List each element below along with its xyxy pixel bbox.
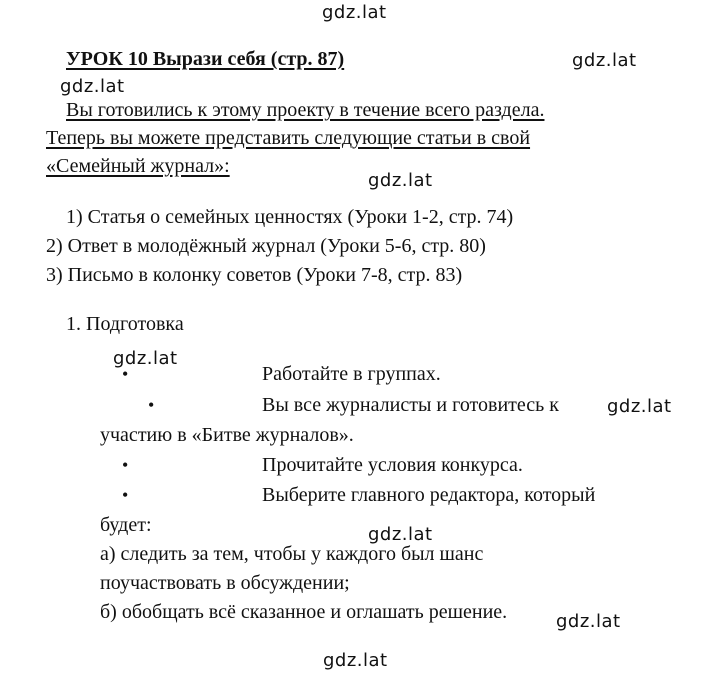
watermark-text: gdz.lat	[556, 611, 621, 632]
bullet-text-3: Прочитайте условия конкурса.	[262, 454, 523, 476]
editor-duty-a-cont: поучаствовать в обсуждении;	[100, 572, 350, 594]
watermark-text: gdz.lat	[322, 2, 387, 23]
section-heading: 1. Подготовка	[66, 313, 184, 335]
watermark-text: gdz.lat	[368, 524, 433, 545]
watermark-text: gdz.lat	[368, 170, 433, 191]
bullet-continuation-2: участию в «Битве журналов».	[100, 424, 354, 446]
watermark-text: gdz.lat	[113, 348, 178, 369]
intro-line-2: Теперь вы можете представить следующие статьи в свой	[46, 127, 531, 149]
bullet-icon: •	[148, 395, 155, 415]
lesson-title: УРОК 10 Вырази себя (стр. 87)	[66, 48, 345, 70]
bullet-icon: •	[122, 364, 129, 384]
editor-duty-b: б) обобщать всё сказанное и оглашать решение.	[100, 601, 508, 623]
watermark-text: gdz.lat	[572, 50, 637, 71]
editor-duty-a: а) следить за тем, чтобы у каждого был шанс	[100, 543, 484, 565]
bullet-icon: •	[122, 485, 129, 505]
bullet-icon: •	[122, 455, 129, 475]
bullet-text-1: Работайте в группах.	[262, 363, 441, 385]
article-item-3: 3) Письмо в колонку советов (Уроки 7-8, стр. 83)	[46, 264, 463, 286]
watermark-text: gdz.lat	[60, 76, 125, 97]
watermark-text: gdz.lat	[323, 650, 388, 671]
article-item-2: 2) Ответ в молодёжный журнал (Уроки 5-6, стр. 80)	[46, 235, 486, 257]
bullet-text-4: Выберите главного редактора, который	[262, 484, 596, 506]
watermark-text: gdz.lat	[607, 396, 672, 417]
bullet-text-2: Вы все журналисты и готовитесь к	[262, 394, 560, 416]
article-item-1: 1) Статья о семейных ценностях (Уроки 1-2, стр. 74)	[66, 206, 514, 228]
intro-line-1: Вы готовились к этому проекту в течение всего раздела.	[66, 99, 545, 121]
intro-line-3: «Семейный журнал»:	[46, 155, 230, 177]
editor-duties-intro: будет:	[100, 514, 152, 536]
